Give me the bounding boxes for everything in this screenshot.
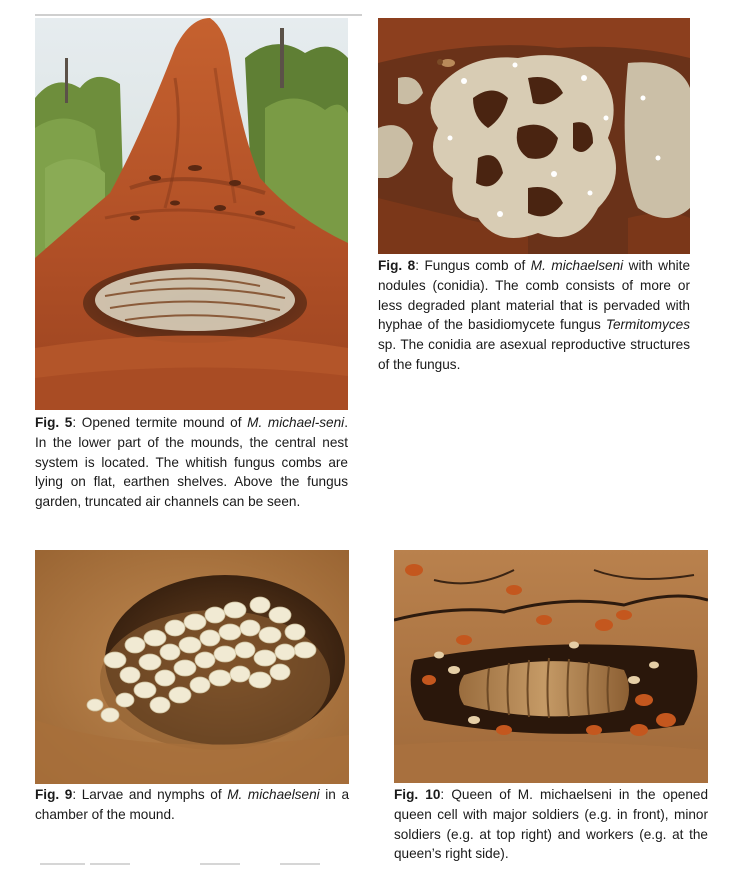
fig10-label: Fig. 10 — [394, 787, 441, 802]
fig5-caption — [35, 413, 348, 512]
fig9-label: Fig. 9 — [35, 787, 73, 802]
fig8-label: Fig. 8 — [378, 258, 416, 273]
footer-rule-2 — [90, 863, 130, 865]
fig5-species: M. michael-seni — [247, 415, 345, 430]
footer-rule-4 — [280, 863, 320, 865]
fig5-text-1: Opened termite mound of — [81, 415, 248, 430]
fig5-label: Fig. 5 — [35, 415, 73, 430]
fig9-sep: : — [72, 787, 82, 802]
fig9-text-1: Larvae and nymphs of — [81, 787, 228, 802]
top-rule — [35, 14, 362, 16]
fig8-sep: : — [415, 258, 425, 273]
fig8-text-3: sp. The conidia are asexual reproductive structures of the fungus. — [378, 337, 690, 372]
fig9-caption — [35, 785, 349, 825]
fig8-caption — [378, 256, 690, 375]
fig9-text-2: in a chamber of the mound. — [35, 787, 349, 822]
fig5-mound-photo — [35, 18, 348, 410]
fig9-larvae-chamber-photo — [35, 550, 349, 784]
fig9-species: M. michaelseni — [227, 787, 320, 802]
fig8-species: M. michaelseni — [530, 258, 624, 273]
fig8-text-1: Fungus comb of — [424, 258, 531, 273]
fig8-text-2: with white nodules (conidia). The comb consists of more or less degraded plant material that is pervaded with hyphae of the basidiomycete fungus — [378, 258, 691, 333]
fig5-sep: : — [72, 415, 82, 430]
fig10-sep: : — [440, 787, 452, 802]
fig5-text-2: . In the lower part of the mounds, the central nest system is located. The whitish fungus combs are lying on flat, earthen shelves. Above the fungus garden, truncated air channels can be seen. — [35, 415, 348, 510]
footer-rule-3 — [200, 863, 240, 865]
fig10-queen-cell-photo — [394, 550, 708, 783]
fig8-fungus-comb-photo — [378, 18, 690, 254]
footer-rule-1 — [40, 863, 85, 865]
fig10-text-1: Queen of M. michaelseni in the opened queen cell with major soldiers (e.g. in front), minor soldiers (e.g. at top right) and workers (e.g. at the queen’s right side). — [394, 787, 709, 862]
fig8-genus: Termitomyces — [605, 317, 690, 333]
fig10-caption — [394, 785, 708, 864]
